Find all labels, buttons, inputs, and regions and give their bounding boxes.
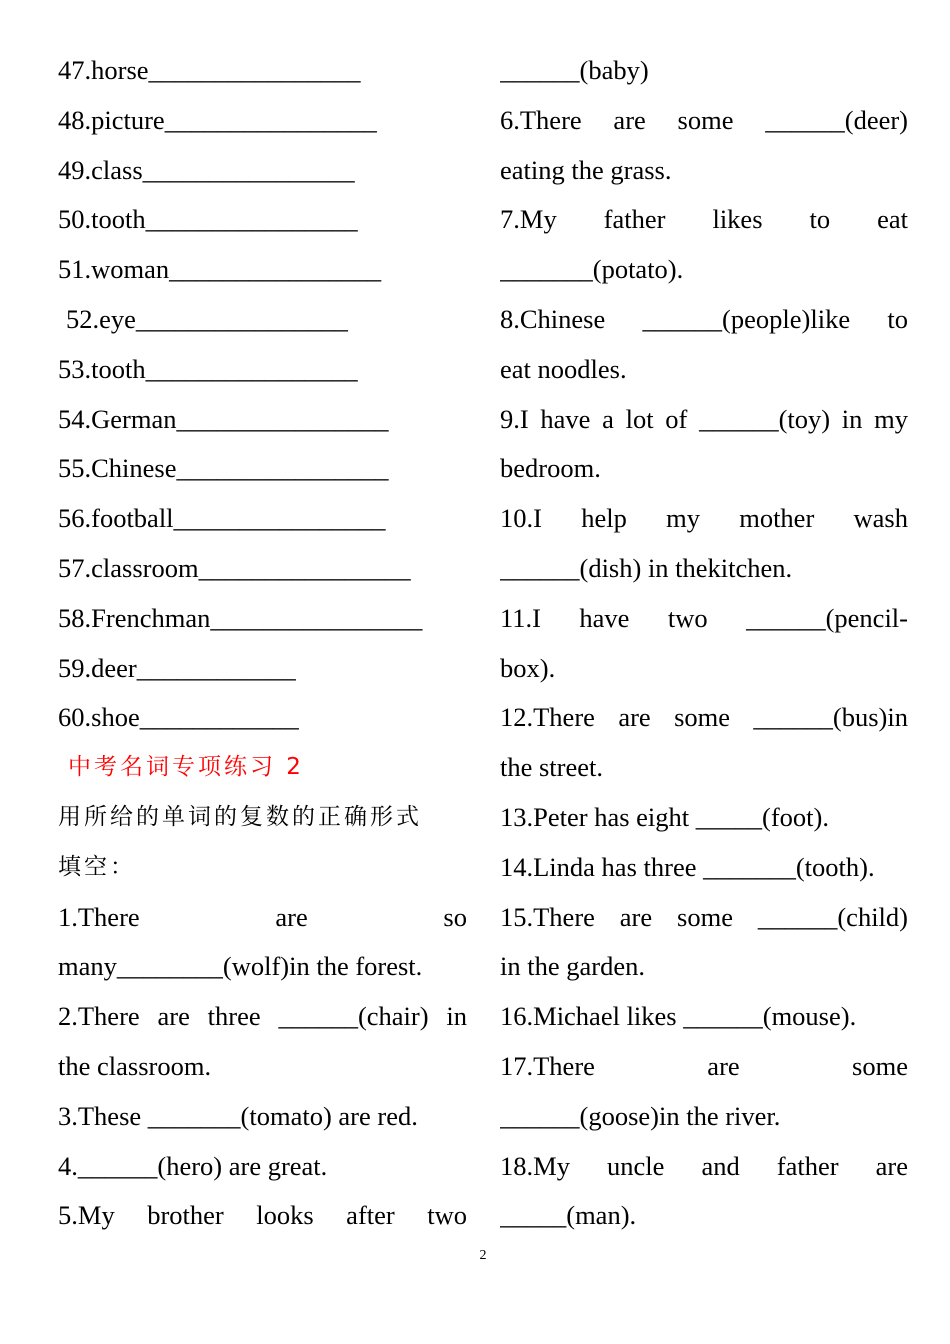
exercise-line: ______(baby) [500, 55, 649, 85]
exercise-line: 10.I help my mother wash [500, 503, 908, 534]
exercise-line: 18.My uncle and father are [500, 1150, 908, 1181]
exercise-line: 5.My brother looks after two [58, 1200, 467, 1231]
exercise-line: 13.Peter has eight _____(foot). [500, 801, 829, 832]
exercise-line: 59.deer____________ [58, 652, 296, 683]
exercise-line: 8.Chinese ______(people)like to [500, 303, 908, 334]
section-heading: 中考名词专项练习 2 [68, 754, 304, 781]
exercise-line: _______(potato). [500, 254, 684, 285]
exercise-line: box). [500, 652, 556, 683]
exercise-line: 4.______(hero) are great. [58, 1150, 328, 1181]
exercise-line: 57.classroom________________ [58, 552, 411, 583]
exercise-line: bedroom. [500, 453, 601, 484]
exercise-line: ______(goose)in the river. [500, 1100, 781, 1131]
exercise-line: 60.shoe____________ [58, 702, 299, 733]
exercise-line: 2.There are three ______(chair) in [58, 1001, 467, 1032]
exercise-line: 9.I have a lot of ______(toy) in my [500, 403, 908, 434]
exercise-line: ______(dish) in thekitchen. [500, 552, 793, 583]
exercise-line: many________(wolf)in the forest. [58, 951, 423, 982]
exercise-line: 12.There are some ______(bus)in [500, 702, 908, 733]
exercise-line: 7.My father likes to eat [500, 204, 908, 235]
exercise-line: 6.There are some ______(deer) [500, 104, 908, 135]
exercise-line: 50.tooth________________ [58, 204, 358, 235]
exercise-line: the classroom. [58, 1050, 212, 1081]
instruction-text: 用所给的单词的复数的正确形式 [58, 803, 422, 830]
exercise-line: eat noodles. [500, 353, 627, 384]
exercise-line: 47.horse________________ [58, 55, 361, 85]
exercise-line: 52.eye________________ [66, 303, 348, 334]
exercise-line: the street. [500, 752, 604, 783]
exercise-line: 16.Michael likes ______(mouse). [500, 1001, 857, 1032]
exercise-line: 17.There are some [500, 1050, 908, 1081]
exercise-line: 48.picture________________ [58, 104, 377, 135]
exercise-line: 55.Chinese________________ [58, 453, 389, 484]
exercise-line: 53.tooth________________ [58, 353, 358, 384]
exercise-line: 15.There are some ______(child) [500, 901, 908, 932]
left-column [58, 46, 467, 1241]
exercise-line: 51.woman________________ [58, 254, 382, 285]
exercise-line: 3.These _______(tomato) are red. [58, 1100, 418, 1131]
exercise-line: 54.German________________ [58, 403, 389, 434]
right-column [500, 46, 908, 1241]
exercise-line: eating the grass. [500, 154, 672, 185]
exercise-line: 56.football________________ [58, 503, 386, 534]
exercise-line: _____(man). [500, 1200, 637, 1231]
instruction-text: 填空： [58, 853, 136, 880]
exercise-line: 49.class________________ [58, 154, 355, 185]
exercise-line: 11.I have two ______(pencil- [500, 602, 908, 633]
exercise-line: 14.Linda has three _______(tooth). [500, 851, 875, 882]
exercise-line: 1.There are so [58, 901, 467, 932]
exercise-line: 58.Frenchman________________ [58, 602, 423, 633]
exercise-line: in the garden. [500, 951, 645, 982]
page-number: 2 [479, 1248, 487, 1263]
